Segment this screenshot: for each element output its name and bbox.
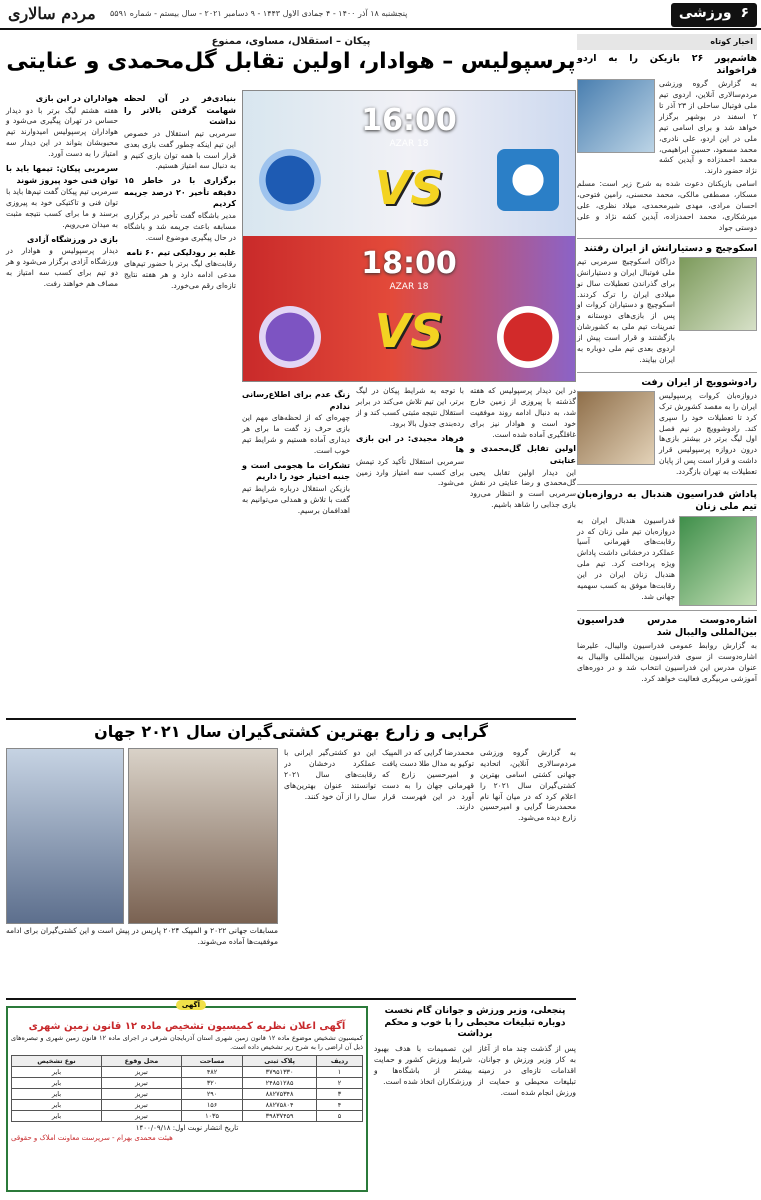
- table-cell: تبریز: [102, 1089, 182, 1100]
- coach-photo: [679, 257, 757, 331]
- match-graphic-top: [243, 91, 575, 236]
- wrestling-column-3: این دو کشتی‌گیر ایرانی با عملکرد درخشان در رقابت‌های سال ۲۰۲۱ توانستند عنوان بهترین‌های سال را از آن خود کنند.: [284, 748, 376, 801]
- story-column-1: [6, 90, 118, 710]
- match-graphic-bottom: [243, 236, 575, 381]
- col1-subhead-1: هواداران در این بازی: [35, 94, 118, 103]
- news-body-3: دروازه‌بان کروات پرسپولیس ایران را به مقصد کشورش ترک کرد تا تعطیلات خود را سپری کند. رادوشوویچ در نیم فصل اول لیگ برتر در بیشتر بازی‌ها درون دروازه پرسپولیس قرار داشت و قرار است پس از پایان تعطیلات به تهران بازگردد.: [659, 390, 757, 477]
- match-graphic: [242, 90, 576, 382]
- col3-subhead-2: تشکرات ما هجومی است و جنبه اختیار خود را داریم: [242, 460, 350, 482]
- news-title-1: هاشم‌پور ۲۶ بازیکن را به اردو فراخواند: [577, 52, 757, 76]
- section-divider-2: [6, 998, 576, 1000]
- match-date-top: 18 AZAR: [389, 139, 429, 149]
- col2-subhead-2: برگزاری با در خاطر ۱۵ دقیقه تأخیر ۲۰ درصد جریمه کردیم: [124, 176, 236, 209]
- story-column-3: [242, 386, 350, 716]
- table-cell: ۱: [316, 1067, 362, 1078]
- story-supertitle: پیکان – استقلال، مساوی، ممنوع: [211, 36, 371, 47]
- section-title: ورزشی: [678, 5, 732, 21]
- table-row: [12, 1078, 363, 1089]
- table-cell: بایر: [12, 1067, 102, 1078]
- table-cell: ۴: [316, 1100, 362, 1111]
- lower-news-col-1: پس از گذشت چند ماه از آغاز به کار وزیر ورزش و جوانان، اقدامات تازه‌ای در زمینه تبلیغات محیطی و حمایت از ورزش انجام شده است.: [478, 1044, 576, 1097]
- right-column: [577, 34, 757, 1194]
- table-cell: ۲۴۸۵۱۲۸۵: [243, 1078, 317, 1089]
- col2-subhead-1: بنیادی‌فر در آن لحظه شهامت گرفتن بالاتر را نداشت: [124, 94, 236, 127]
- wrestler-photo-1: [6, 748, 124, 924]
- table-row: [12, 1067, 363, 1078]
- wrestling-column-2: محمدرضا گرایی که در المپیک توکیو به مدال طلا دست یافت و امیرحسین زارع که قهرمانی جهان را به دست آورد در این فهرست قرار دارند.: [382, 748, 474, 812]
- news-title-2: اسکوچیچ و دستیارانش از ایران رفتند: [583, 242, 757, 254]
- col2-body-1: سرمربی تیم استقلال در خصوص این تیم اینکه چطور گفت بازی بعدی قرار است با همه توان بازی کنیم و به دنبال سه امتیاز هستیم.: [124, 128, 236, 171]
- persepolis-emblem: [497, 306, 559, 368]
- ad-title: آگهی اعلان نظریه کمیسیون تشخیص ماده ۱۲ قانون زمین شهری: [28, 1021, 346, 1032]
- news-title-3: رادوشوویچ از ایران رفت: [641, 376, 757, 388]
- esteghlal-emblem: [259, 149, 321, 211]
- story-column-5: [470, 386, 576, 716]
- table-cell: ۳: [316, 1089, 362, 1100]
- masthead: [0, 0, 761, 30]
- news-title-5: اشاره‌دوست مدرس فدراسیون بین‌المللی والیبال شد: [577, 614, 757, 638]
- col2-body-2: مدیر باشگاه گفت تأخیر در برگزاری مسابقه باعث جریمه شد و باشگاه در حال پیگیری موضوع است.: [124, 211, 236, 242]
- col1-body-1: هفته هشتم لیگ برتر با دو دیدار حساس در تهران پیگیری می‌شود و هواداران پرسپولیس امیدوارند تیم محبوبشان بتواند در این دیدار سه امتیاز را به دست آورد.: [6, 105, 118, 159]
- col3-body-2: بازیکن استقلال درباره شرایط تیم گفت با تلاش و همدلی می‌توانیم به اهدافمان برسیم.: [242, 483, 350, 515]
- table-row: [12, 1111, 363, 1122]
- table-cell: بایر: [12, 1100, 102, 1111]
- col1-body-3: دیدار پرسپولیس و هوادار در ورزشگاه آزادی برگزار می‌شود و هر دو تیم برای کسب سه امتیاز به مصاف هم خواهند رفت.: [6, 246, 118, 288]
- table-cell: تبریز: [102, 1067, 182, 1078]
- news-kicker: اخبار کوتاه: [577, 34, 757, 50]
- table-cell: بایر: [12, 1089, 102, 1100]
- lower-news-col-2: این تصمیمات با هدف بهبود شرایط ورزش کشور و حمایت بیشتر از باشگاه‌ها و ورزشکاران اتخاذ شده است.: [374, 1044, 472, 1086]
- table-cell: ۴۸۲: [181, 1067, 242, 1078]
- news-body-4: فدراسیون هندبال ایران به دروازه‌بان تیم ملی زنان که در رقابت‌های قهرمانی آسیا عملکرد درخشانی داشت پاداش ویژه پرداخت کرد. تیم ملی هندبال زنان ایران در این رقابت‌ها موفق به کسب سهمیه جهانی شد.: [577, 515, 675, 601]
- ad-col-header: پلاک ثبتی: [243, 1056, 317, 1067]
- news-body-1: به گزارش گروه ورزشی مردم‌سالاری آنلاین، اردوی تیم ملی فوتبال ساحلی از ۲۳ آذر تا ۲ اسفند در بوشهر برگزار خواهد شد و برای اسامی تیم ملی در این اردو، علی نادری، محمد مسعود، حسین ابراهیمی، محمد احمدزاده و آیدین کشه نژاد حضور دارند.: [659, 79, 758, 176]
- goalkeeper-photo: [577, 391, 655, 465]
- match-time-bottom: 18:00: [361, 246, 457, 281]
- beach-soccer-photo: [577, 79, 655, 153]
- ad-footer: تاریخ انتشار نوبت اول: ۱۴۰۰/۰۹/۱۸: [135, 1124, 239, 1133]
- section-badge: [671, 3, 757, 27]
- col5-body-1: در این دیدار پرسپولیس که هفته گذشته با پیروزی از زمین خارج شد، به دنبال ادامه روند موفقیت خود است و هوادار نیز برای غافلگیری آماده شده است.: [470, 386, 576, 439]
- lower-news-title: پنجعلی، وزیر ورزش و جوانان گام نخست دوباره تبلیغات محیطی را با خوب و محکم برداشت: [384, 1006, 566, 1040]
- news-list-1: اسامی بازیکنان دعوت شده به شرح زیر است: مسلم مسکار، مصطفی مالکی، محمد محسنی، رامین فتوحی، احسان مرادی، مهدی شیرمحمدی، میلاد نظری، علی میرشکاری، محمد احمدزاده، آیدین کشه نژاد و علی دوستی جواد: [577, 179, 757, 232]
- match-time-top: 16:00: [361, 103, 457, 138]
- table-row: [12, 1100, 363, 1111]
- vs-label-bottom: VS: [374, 304, 444, 358]
- lower-news-story: [374, 1006, 576, 1192]
- story-column-4: [356, 386, 464, 716]
- table-cell: ۱۵۶: [181, 1100, 242, 1111]
- table-cell: ۸۸۲۷۵۸۰۴: [243, 1100, 317, 1111]
- col5-body-2: این دیدار اولین تقابل یحیی گل‌محمدی و رضا عنایتی در نقش سرمربی است و انتظار می‌رود بازی جذابی را شاهد باشیم.: [470, 467, 576, 510]
- table-cell: ۳۹۸۳۷۴۵۹: [243, 1111, 317, 1122]
- legal-ad-box: [6, 1001, 368, 1192]
- col5-subhead-1: اولین تقابل گل‌محمدی و عنایتی: [470, 444, 576, 465]
- wrestling-headline: گرایی و زارع بهترین کشتی‌گیران سال ۲۰۲۱ جهان: [94, 722, 488, 741]
- story-column-2: [124, 90, 236, 710]
- table-cell: ۸۸۲۷۵۳۴۸: [243, 1089, 317, 1100]
- dateline: پنجشنبه ۱۸ آذر ۱۴۰۰ - ۴ جمادی الاول ۱۴۴۳ - ۹ دسامبر ۲۰۲۱ - سال بیستم - شماره ۵۵۹۱: [110, 9, 408, 18]
- col1-body-2: سرمربی تیم پیکان گفت تیم‌ها باید با توان فنی و تاکتیکی خود به پیروزی برسند و ما برای کسب نتیجه مثبت به میدان می‌رویم.: [6, 187, 118, 229]
- ad-text: کمیسیون تشخیص موضوع ماده ۱۲ قانون زمین شهری استان آذربایجان شرقی در اجرای ماده ۱۲ قانون زمین شهری و تبصره‌های ذیل آن اراضی را به شرح زیر تشخیص داده است.: [11, 1034, 363, 1052]
- wrestling-column-1: به گزارش گروه ورزشی مردم‌سالاری آنلاین، اتحادیه جهانی کشتی اسامی بهترین کشتی‌گیران سال ۲۰۲۱ را اعلام کرد که در میان آنها نام محمدرضا گرایی و امیرحسین زارع دیده می‌شود.: [480, 748, 576, 823]
- ad-col-header: نوع تشخیص: [12, 1056, 102, 1067]
- col2-body-3: رقابت‌های لیگ برتر با حضور تیم‌های مدعی ادامه دارد و هر هفته نتایج تازه‌ای رقم می‌خورد.: [124, 259, 236, 291]
- table-cell: بایر: [12, 1078, 102, 1089]
- table-cell: تبریز: [102, 1111, 182, 1122]
- table-cell: ۱۰۳۵: [181, 1111, 242, 1122]
- section-divider: [6, 718, 576, 720]
- col2-subhead-3: غلبه بر رودلیکی تیم ۶۰ نامه: [126, 247, 236, 257]
- news-body-2: دراگان اسکوچیچ سرمربی تیم ملی فوتبال ایران و دستیارانش برای گذراندن تعطیلات سال نو میلادی ایران را ترک کردند. اسکوچیچ و دستیاران کروات او پس از بازی‌های دوستانه و تمرینات تیم ملی به کشورشان بازگشتند و قرار است پیش از اردوی بعدی تیم ملی دوباره به ایران بیایند.: [577, 256, 675, 364]
- handball-photo: [679, 516, 757, 606]
- wrestling-caption: مسابقات جهانی ۲۰۲۲ و المپیک ۲۰۲۴ پاریس در پیش است و این کشتی‌گیران برای ادامه موفقیت‌ها آماده می‌شوند.: [6, 926, 278, 946]
- table-row: [12, 1089, 363, 1100]
- table-cell: بایر: [12, 1111, 102, 1122]
- col4-body-1: با توجه به شرایط پیکان در لیگ برتر، این تیم تلاش می‌کند در برابر استقلال نتیجه مثبتی کسب کند و از رده‌بندی جدول بالا برود.: [356, 386, 464, 428]
- col1-subhead-2: سرمربی پیکان: تیمها باید با توان فنی خود پیروز شوند: [6, 163, 118, 185]
- col1-subhead-3: بازی در ورزشگاه آزادی: [27, 234, 118, 244]
- ad-signature: هیئت محمدی بهرام - سرپرست معاونت املاک و حقوقی: [11, 1134, 173, 1143]
- havadar-emblem: [259, 306, 321, 368]
- ad-tag: آگهی: [176, 1000, 206, 1010]
- vs-label-top: VS: [374, 161, 444, 215]
- table-cell: ۳۲۰: [181, 1078, 242, 1089]
- news-title-4: پاداش فدراسیون هندبال به دروازه‌بان تیم ملی زنان: [577, 488, 757, 513]
- col4-body-2: سرمربی استقلال تأکید کرد تیمش برای کسب سه امتیاز وارد زمین می‌شود.: [356, 456, 464, 488]
- newspaper-logo: مردم سالاری: [8, 4, 96, 23]
- table-cell: ۵: [316, 1111, 362, 1122]
- match-date-bottom: 18 AZAR: [389, 282, 429, 292]
- table-cell: تبریز: [102, 1078, 182, 1089]
- news-body-5: به گزارش روابط عمومی فدراسیون والیبال، علیرضا اشاره‌دوست از سوی فدراسیون بین‌المللی والیبال به عنوان مدرس این فدراسیون انتخاب شد و در دوره‌های آموزشی مربیگری فعالیت خواهد کرد.: [577, 641, 757, 683]
- ad-col-header: محل وقوع: [102, 1056, 182, 1067]
- col3-subhead-1: زنگ عدم برای اطلاع‌رسانی ندادم: [242, 390, 350, 411]
- wrestler-photo-2: [128, 748, 278, 924]
- ad-table: [11, 1055, 363, 1122]
- table-cell: ۲: [316, 1078, 362, 1089]
- table-cell: ۲۹۰: [181, 1089, 242, 1100]
- page-number: ۶: [740, 5, 749, 21]
- ad-col-header: مساحت: [181, 1056, 242, 1067]
- table-cell: تبریز: [102, 1100, 182, 1111]
- story-headline: پرسپولیس – هوادار، اولین تقابل گل‌محمدی و عنایتی: [6, 49, 576, 74]
- table-cell: ۳۷۹۵۱۳۳۰: [243, 1067, 317, 1078]
- col3-body-1: چهره‌ای که از لحظه‌های مهم این بازی حرف زد گفت ما برای هر دیداری آماده هستیم و شرایط تیم خوب است.: [242, 413, 350, 455]
- ad-col-header: ردیف: [316, 1056, 362, 1067]
- col4-subhead-1: فرهاد مجیدی: در این بازی ها: [356, 433, 464, 455]
- paykan-emblem: [497, 149, 559, 211]
